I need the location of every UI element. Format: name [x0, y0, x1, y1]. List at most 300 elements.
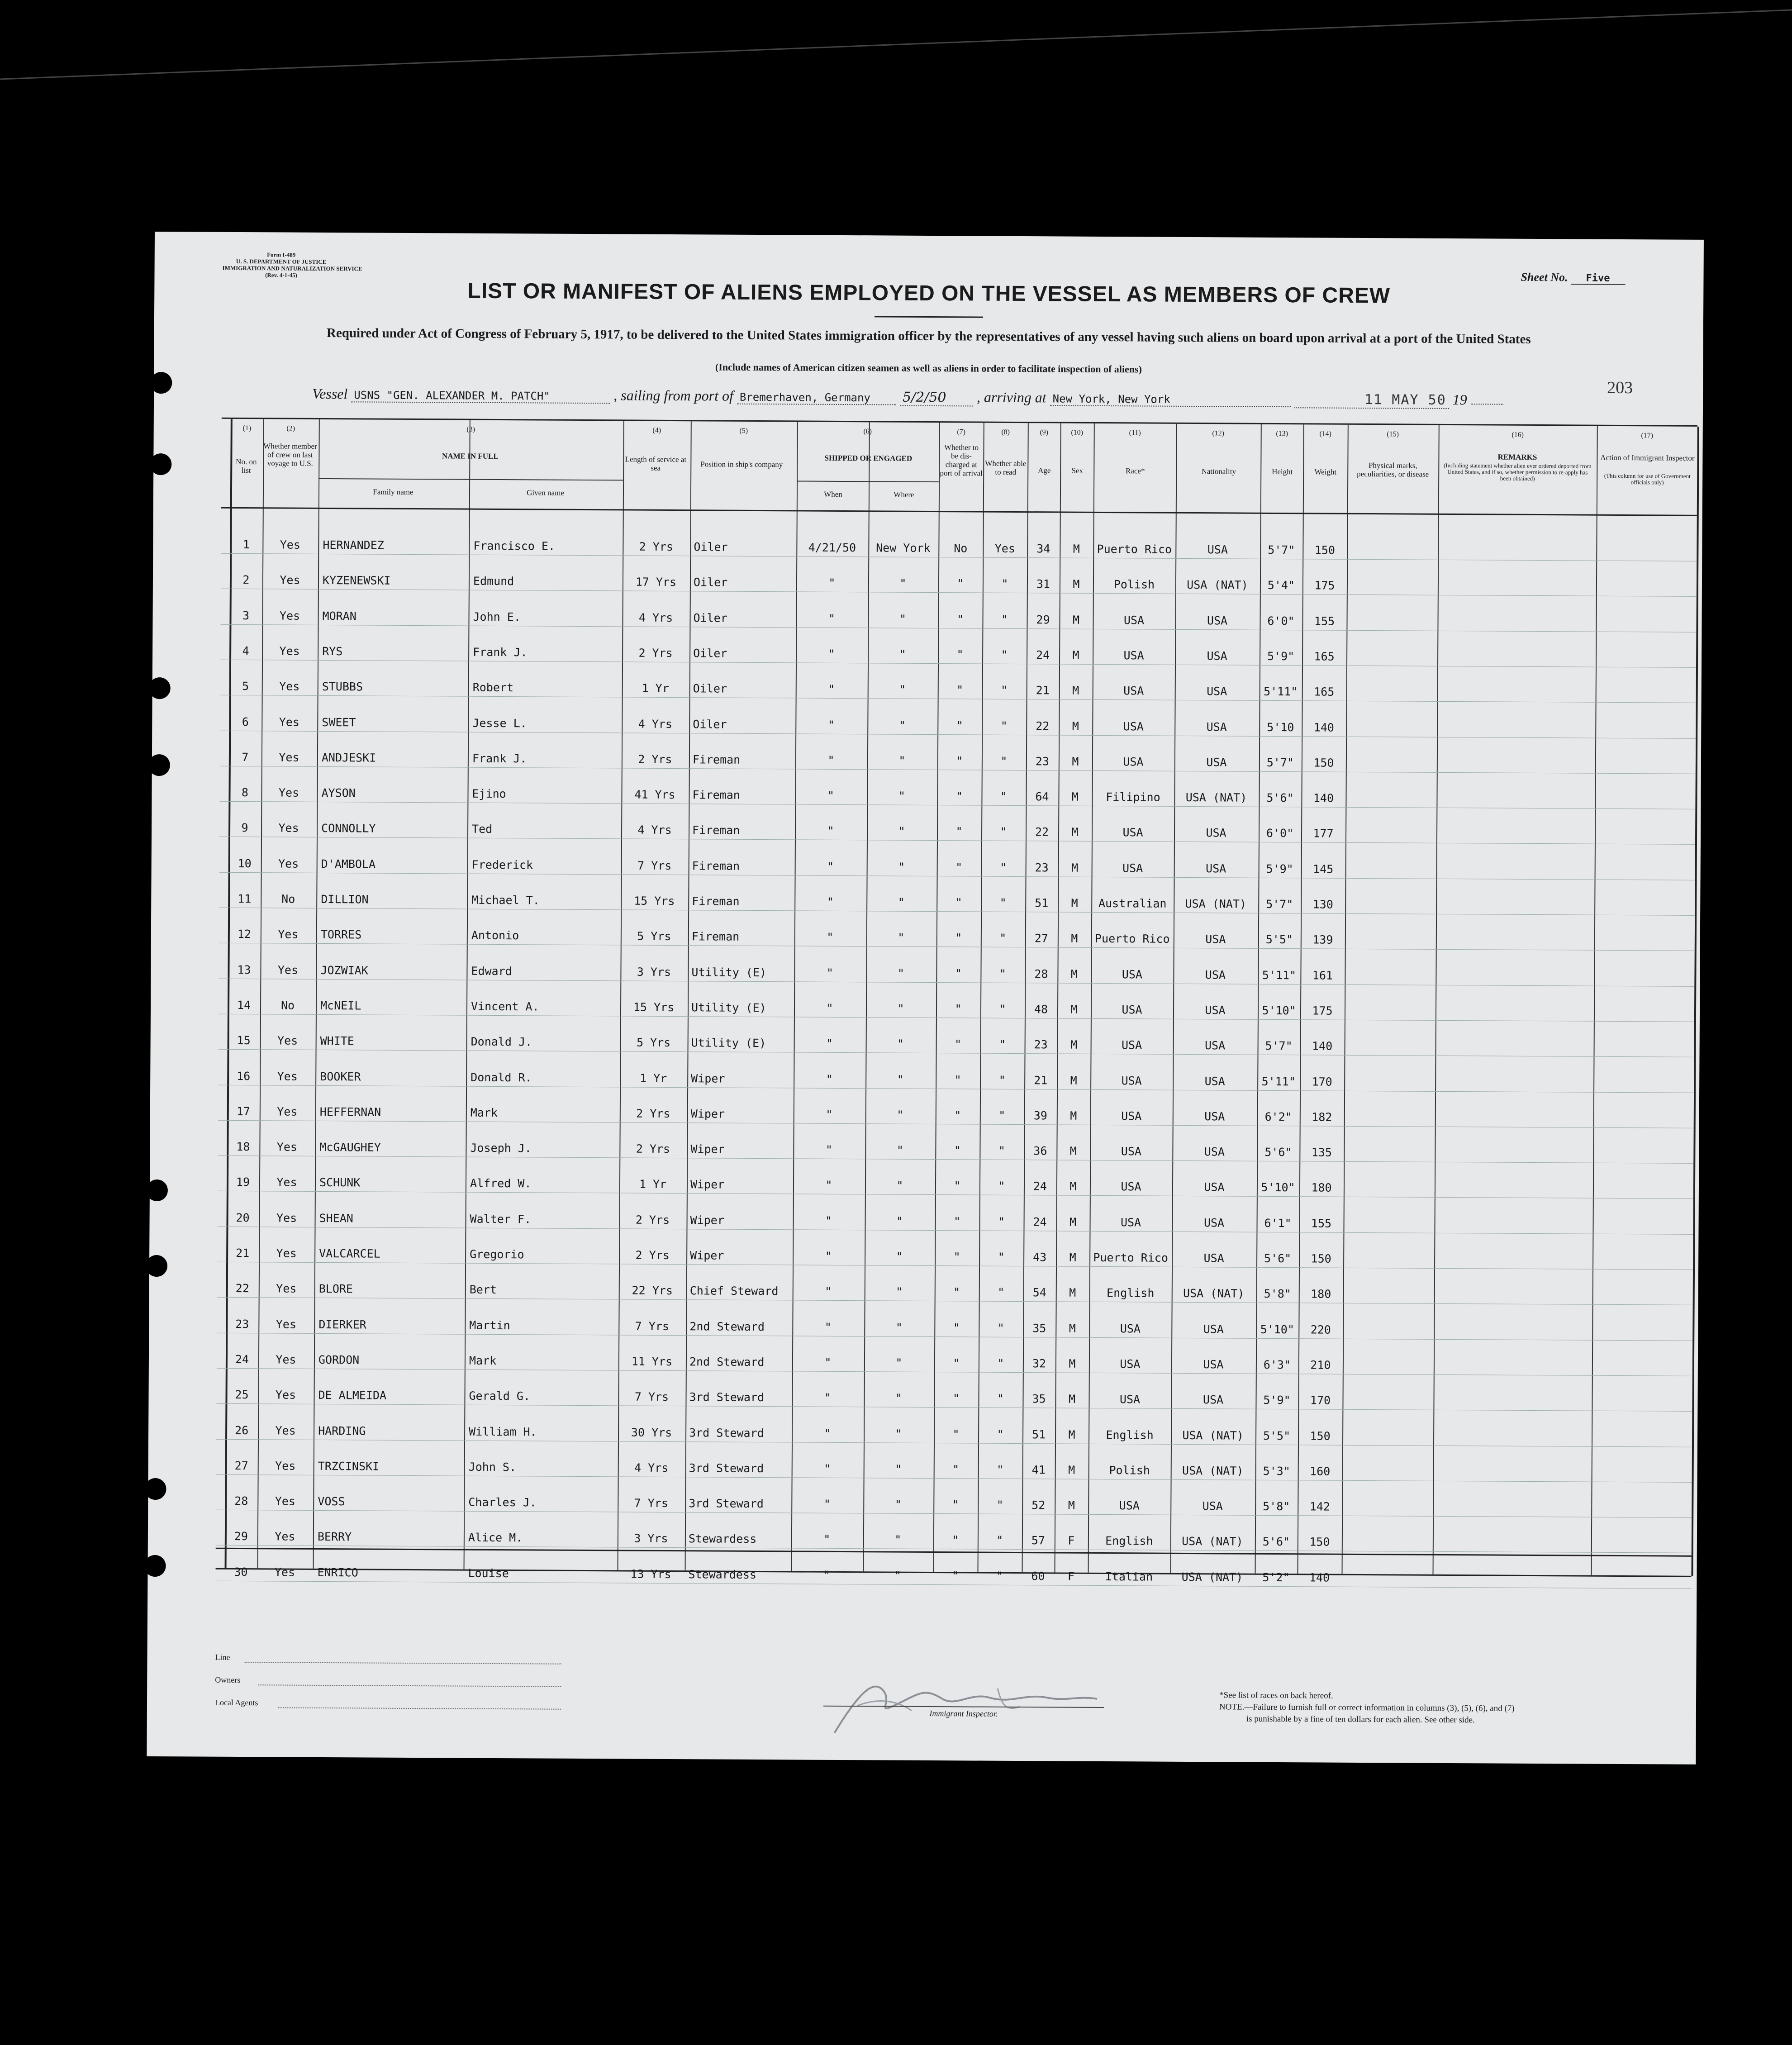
table-cell-able-to-read: ": [996, 1569, 1003, 1583]
header-family-name: Family name: [373, 487, 414, 497]
table-cell-race: USA: [1122, 1003, 1142, 1017]
table-cell-ship-position: 3rd Steward: [689, 1390, 765, 1404]
table-cell-shipped-where: ": [897, 1002, 904, 1015]
table-cell-shipped-when: ": [823, 1568, 831, 1582]
table-cell-crew-last-voyage: Yes: [278, 927, 299, 941]
table-cell-row-number: 9: [241, 821, 248, 835]
table-cell-length-of-service: 7 Yrs: [637, 859, 672, 872]
table-cell-shipped-where: ": [897, 966, 905, 980]
table-cell-shipped-where: ": [899, 576, 907, 590]
table-cell-height: 5'4": [1267, 579, 1295, 592]
header-age: Age: [1038, 466, 1051, 475]
table-cell-length-of-service: 3 Yrs: [634, 1531, 668, 1546]
table-cell-able-to-read: ": [998, 1108, 1006, 1122]
header-length-of-service: Length of service at sea: [625, 455, 687, 472]
table-cell-discharged-flag: ": [953, 1250, 960, 1264]
table-cell-weight: 182: [1312, 1110, 1332, 1124]
table-cell-family-name: SWEET: [322, 715, 356, 729]
table-cell-length-of-service: 5 Yrs: [637, 929, 671, 943]
table-cell-length-of-service: 2 Yrs: [639, 540, 674, 554]
header-race: Race*: [1125, 466, 1145, 476]
table-cell-discharged-flag: ": [955, 1002, 962, 1016]
table-cell-given-name: Edmund: [473, 574, 514, 588]
table-cell-row-number: 25: [235, 1388, 249, 1402]
table-cell-age: 57: [1031, 1534, 1046, 1547]
table-cell-height: 5'7": [1266, 897, 1293, 911]
header-crew-last-voyage: Whether member of crew on last voyage to U.S.: [263, 442, 317, 468]
table-cell-age: 31: [1036, 577, 1050, 591]
table-cell-crew-last-voyage: Yes: [275, 1459, 296, 1473]
table-cell-shipped-when: ": [827, 753, 835, 767]
header-where: Where: [894, 490, 914, 499]
table-cell-shipped-when: ": [826, 1001, 833, 1015]
table-cell-shipped-where: ": [897, 1073, 904, 1086]
table-cell-weight: 180: [1311, 1287, 1331, 1301]
table-cell-ship-position: Stewardess: [688, 1567, 757, 1581]
table-cell-weight: 139: [1312, 933, 1333, 946]
header-discharged: Whether to be dis-charged at port of arrival: [940, 443, 983, 478]
form-number: Form I-489: [267, 251, 296, 258]
column-number: (11): [1129, 429, 1141, 437]
table-cell-shipped-when: ": [825, 1285, 832, 1298]
table-cell-sex: M: [1069, 1357, 1076, 1370]
table-cell-age: 21: [1034, 1073, 1048, 1087]
table-cell-discharged-flag: ": [955, 789, 963, 803]
table-cell-family-name: ANDJESKI: [321, 751, 376, 765]
table-cell-able-to-read: ": [998, 1286, 1005, 1299]
table-cell-discharged-flag: ": [954, 1073, 961, 1086]
table-cell-weight: 142: [1309, 1500, 1330, 1513]
table-cell-shipped-where: ": [898, 754, 906, 767]
table-cell-weight: 170: [1310, 1393, 1331, 1407]
table-cell-nationality: USA: [1204, 1145, 1225, 1159]
table-cell-shipped-when: ": [826, 1072, 833, 1086]
table-cell-age: 24: [1033, 1179, 1047, 1193]
table-cell-sex: M: [1071, 932, 1078, 946]
table-cell-shipped-where: ": [898, 895, 905, 909]
table-cell-sex: M: [1068, 1392, 1076, 1406]
table-cell-row-number: 11: [238, 892, 252, 906]
sailing-port: Bremerhaven, Germany: [737, 391, 896, 405]
arriving-label: , arriving at: [976, 389, 1046, 406]
punch-hole: [146, 1179, 168, 1201]
table-cell-nationality: USA: [1205, 932, 1226, 946]
table-cell-nationality: USA (NAT): [1182, 1428, 1244, 1442]
table-cell-sex: M: [1069, 1286, 1076, 1299]
table-cell-crew-last-voyage: Yes: [275, 1388, 296, 1402]
table-cell-length-of-service: 2 Yrs: [638, 752, 672, 766]
table-cell-length-of-service: 11 Yrs: [631, 1355, 673, 1368]
table-cell-able-to-read: Yes: [994, 542, 1016, 555]
table-cell-ship-position: Wiper: [691, 1071, 725, 1085]
table-cell-height: 5'10: [1267, 720, 1294, 734]
table-cell-crew-last-voyage: Yes: [280, 573, 300, 587]
table-cell-family-name: SCHUNK: [319, 1176, 361, 1189]
table-cell-age: 48: [1034, 1003, 1048, 1016]
table-cell-age: 27: [1034, 932, 1048, 945]
table-cell-crew-last-voyage: Yes: [278, 857, 299, 870]
table-cell-family-name: VOSS: [318, 1495, 345, 1508]
table-cell-nationality: USA (NAT): [1185, 791, 1247, 804]
table-cell-given-name: Edward: [471, 964, 512, 978]
table-cell-weight: 160: [1310, 1465, 1331, 1478]
table-cell-crew-last-voyage: Yes: [275, 1494, 295, 1508]
table-cell-shipped-where: ": [894, 1533, 902, 1547]
table-cell-age: 35: [1032, 1392, 1046, 1406]
penalty-note: NOTE.—Failure to furnish full or correct information in columns (3), (5), (6), and (7): [1219, 1702, 1515, 1713]
table-cell-ship-position: Wiper: [690, 1249, 724, 1262]
table-cell-height: 5'11": [1262, 968, 1297, 982]
table-cell-shipped-where: ": [895, 1427, 902, 1441]
table-cell-height: 5'6": [1264, 1251, 1292, 1265]
table-cell-nationality: USA (NAT): [1187, 578, 1248, 592]
table-cell-shipped-when: ": [828, 647, 835, 661]
table-cell-shipped-where: ": [899, 683, 906, 696]
table-cell-ship-position: 3rd Steward: [689, 1461, 764, 1475]
header-when: When: [824, 490, 842, 499]
table-cell-crew-last-voyage: Yes: [276, 1175, 297, 1189]
table-cell-able-to-read: ": [998, 1215, 1005, 1228]
table-cell-row-number: 10: [238, 856, 252, 870]
table-cell-length-of-service: 15 Yrs: [633, 1000, 675, 1014]
table-cell-sex: M: [1070, 1109, 1077, 1122]
column-number: (5): [739, 427, 748, 435]
table-cell-crew-last-voyage: Yes: [279, 644, 300, 658]
table-cell-sex: M: [1073, 542, 1080, 556]
table-cell-crew-last-voyage: Yes: [278, 821, 299, 835]
table-cell-family-name: HERNANDEZ: [323, 538, 384, 552]
table-cell-race: USA: [1122, 861, 1143, 875]
table-cell-family-name: McGAUGHEY: [319, 1141, 381, 1154]
table-cell-length-of-service: 1 Yr: [640, 1071, 667, 1085]
table-cell-shipped-when: ": [828, 682, 835, 696]
table-cell-length-of-service: 22 Yrs: [632, 1284, 673, 1298]
table-cell-height: 6'2": [1264, 1110, 1292, 1123]
table-cell-discharged-flag: ": [956, 683, 964, 697]
table-cell-discharged-flag: ": [957, 577, 964, 590]
title-underline: [875, 316, 983, 318]
table-cell-race: USA: [1123, 719, 1144, 733]
table-cell-height: 5'6": [1266, 791, 1294, 805]
table-cell-ship-position: 3rd Steward: [689, 1426, 764, 1440]
table-cell-ship-position: Oiler: [693, 575, 728, 589]
table-cell-row-number: 19: [236, 1175, 250, 1189]
table-cell-row-number: 20: [236, 1211, 250, 1224]
table-cell-nationality: USA: [1203, 1322, 1224, 1336]
table-cell-age: 51: [1031, 1427, 1046, 1441]
table-cell-row-number: 26: [234, 1423, 249, 1437]
table-cell-sex: M: [1072, 648, 1079, 662]
table-cell-crew-last-voyage: Yes: [274, 1565, 295, 1579]
table-cell-race: USA: [1120, 1322, 1141, 1336]
table-cell-race: Puerto Rico: [1094, 932, 1170, 946]
table-cell-ship-position: Fireman: [692, 894, 740, 908]
punch-hole: [144, 1555, 166, 1577]
table-cell-nationality: USA: [1202, 1499, 1223, 1513]
local-agents-blank: [278, 1707, 561, 1709]
table-cell-given-name: Mark: [469, 1354, 497, 1367]
table-cell-shipped-where: ": [896, 1250, 903, 1263]
table-cell-able-to-read: ": [996, 1534, 1003, 1547]
table-cell-shipped-when: ": [823, 1533, 831, 1546]
table-cell-crew-last-voyage: Yes: [276, 1317, 297, 1331]
table-cell-race: Polish: [1109, 1463, 1150, 1477]
column-number: (9): [1040, 428, 1049, 437]
table-cell-race: USA: [1123, 684, 1144, 698]
table-cell-shipped-when: 4/21/50: [808, 541, 856, 555]
table-cell-ship-position: Oiler: [693, 647, 727, 660]
table-cell-family-name: BERRY: [317, 1530, 352, 1544]
table-cell-shipped-where: New York: [876, 541, 931, 555]
table-cell-able-to-read: ": [999, 932, 1007, 945]
table-cell-height: 5'9": [1267, 649, 1295, 663]
table-cell-row-number: 28: [234, 1494, 248, 1508]
table-cell-age: 24: [1033, 1215, 1047, 1229]
table-cell-age: 28: [1034, 967, 1048, 980]
table-cell-weight: 150: [1313, 756, 1334, 770]
table-cell-given-name: Gregorio: [470, 1247, 524, 1261]
table-cell-family-name: WHITE: [320, 1034, 354, 1048]
table-cell-given-name: Alfred W.: [470, 1177, 532, 1190]
table-cell-race: USA: [1119, 1499, 1140, 1512]
table-cell-race: USA: [1121, 1145, 1142, 1158]
table-cell-nationality: USA: [1205, 968, 1226, 982]
table-cell-shipped-when: ": [825, 1179, 832, 1192]
table-cell-length-of-service: 13 Yrs: [630, 1567, 671, 1581]
table-cell-shipped-when: ": [824, 1391, 832, 1405]
table-cell-height: 5'7": [1266, 756, 1294, 769]
department-name: U. S. DEPARTMENT OF JUSTICE: [236, 257, 327, 265]
punch-hole: [150, 372, 172, 394]
table-cell-race: USA: [1122, 967, 1143, 981]
revision-date: (Rev. 4-1-45): [265, 271, 297, 279]
table-cell-weight: 220: [1310, 1323, 1331, 1336]
table-cell-row-number: 2: [242, 573, 250, 587]
table-cell-length-of-service: 2 Yrs: [638, 646, 673, 660]
table-cell-able-to-read: ": [1000, 719, 1008, 732]
table-cell-weight: 165: [1314, 685, 1335, 699]
table-cell-crew-last-voyage: Yes: [277, 1105, 298, 1118]
table-cell-shipped-when: ": [827, 860, 834, 873]
punch-hole: [146, 1255, 167, 1277]
table-cell-shipped-when: ": [828, 612, 836, 625]
column-number: (2): [286, 424, 295, 433]
table-cell-discharged-flag: ": [952, 1392, 960, 1405]
column-number: (15): [1387, 430, 1399, 438]
table-cell-crew-last-voyage: Yes: [275, 1530, 295, 1544]
table-cell-race: USA: [1121, 1109, 1142, 1123]
table-cell-row-number: 22: [235, 1282, 249, 1295]
table-cell-nationality: USA: [1206, 720, 1227, 733]
table-cell-height: 5'8": [1264, 1287, 1291, 1301]
table-cell-race: Australian: [1098, 896, 1167, 910]
header-weight: Weight: [1314, 467, 1337, 476]
table-cell-able-to-read: ": [999, 1037, 1006, 1051]
table-cell-crew-last-voyage: Yes: [277, 963, 299, 977]
table-cell-discharged-flag: ": [956, 718, 963, 732]
table-cell-shipped-where: ": [895, 1462, 902, 1476]
table-cell-height: 5'10": [1262, 1003, 1296, 1018]
table-cell-shipped-where: ": [898, 860, 905, 874]
table-cell-height: 5'11": [1261, 1075, 1296, 1088]
table-cell-length-of-service: 4 Yrs: [637, 823, 672, 837]
header-list-number: No. on list: [236, 457, 257, 475]
table-cell-given-name: Vincent A.: [471, 999, 539, 1013]
table-cell-family-name: TORRES: [320, 928, 362, 942]
sheet-number: [1521, 271, 1625, 285]
table-cell-age: 64: [1035, 790, 1049, 804]
table-cell-race: USA: [1123, 755, 1144, 769]
table-cell-weight: 140: [1313, 720, 1334, 734]
table-cell-age: 21: [1036, 684, 1050, 697]
table-cell-weight: 140: [1313, 791, 1334, 805]
table-cell-family-name: SHEAN: [319, 1211, 353, 1225]
arrival-port: New York, New York: [1050, 392, 1291, 407]
table-cell-age: 23: [1035, 755, 1050, 768]
table-cell-shipped-where: ": [894, 1498, 902, 1511]
table-cell-shipped-when: ": [824, 1427, 831, 1440]
table-cell-age: 52: [1031, 1498, 1046, 1512]
table-cell-nationality: USA (NAT): [1182, 1535, 1243, 1549]
table-cell-length-of-service: 15 Yrs: [634, 894, 675, 908]
table-cell-able-to-read: ": [1000, 789, 1008, 803]
table-cell-able-to-read: ": [1001, 648, 1008, 661]
table-cell-crew-last-voyage: Yes: [275, 1423, 296, 1437]
owners-blank: [258, 1684, 561, 1687]
punch-hole: [148, 754, 170, 776]
table-cell-sex: M: [1070, 1003, 1078, 1016]
table-cell-family-name: BLORE: [318, 1282, 353, 1296]
table-cell-weight: 155: [1311, 1217, 1332, 1230]
table-cell-discharged-flag: ": [953, 1356, 960, 1370]
year-label: 19: [1452, 391, 1467, 408]
table-cell-race: USA: [1123, 613, 1145, 627]
table-cell-ship-position: Oiler: [694, 540, 728, 554]
table-cell-family-name: D'AMBOLA: [321, 857, 376, 871]
table-cell-shipped-when: ": [827, 789, 835, 802]
table-cell-nationality: USA: [1203, 1393, 1224, 1407]
table-cell-height: 5'7": [1265, 1039, 1293, 1053]
table-cell-shipped-where: ": [897, 1037, 904, 1051]
table-cell-ship-position: Utility (E): [691, 1036, 766, 1050]
table-cell-able-to-read: ": [997, 1392, 1004, 1406]
table-cell-weight: 155: [1314, 614, 1335, 628]
table-cell-weight: 150: [1311, 1252, 1331, 1265]
requirement-statement: Required under Act of Congress of February 5, 1917, to be delivered to the United States immigration officer by the representatives of any vessel having such aliens on board upon arrival at a port of the United States: [326, 325, 1531, 347]
table-cell-age: 23: [1034, 1038, 1048, 1051]
table-cell-age: 60: [1031, 1569, 1045, 1583]
table-cell-able-to-read: ": [998, 1179, 1005, 1193]
table-cell-given-name: Jesse L.: [472, 716, 527, 730]
table-cell-shipped-when: ": [825, 1214, 832, 1227]
table-cell-height: 6'1": [1264, 1216, 1292, 1230]
table-cell-given-name: Gerald G.: [469, 1389, 531, 1403]
punch-hole: [150, 453, 171, 475]
table-cell-race: USA: [1121, 1038, 1142, 1052]
table-cell-age: 22: [1036, 719, 1050, 732]
table-cell-row-number: 27: [234, 1459, 248, 1472]
table-cell-row-number: 21: [236, 1246, 250, 1260]
page-number: 203: [1607, 378, 1633, 398]
table-cell-able-to-read: ": [1000, 825, 1007, 839]
table-cell-shipped-when: ": [827, 824, 834, 838]
table-cell-discharged-flag: ": [955, 966, 962, 980]
table-cell-shipped-when: ": [823, 1497, 831, 1511]
table-cell-family-name: RYS: [322, 644, 343, 658]
table-cell-row-number: 7: [242, 750, 249, 764]
table-cell-ship-position: Wiper: [690, 1107, 725, 1121]
table-cell-height: 5'2": [1262, 1570, 1290, 1584]
table-cell-row-number: 4: [242, 644, 249, 657]
table-cell-weight: 140: [1312, 1039, 1333, 1053]
table-cell-given-name: Ejino: [472, 787, 506, 801]
table-cell-crew-last-voyage: Yes: [277, 1069, 298, 1083]
table-cell-family-name: BOOKER: [320, 1070, 361, 1083]
table-cell-able-to-read: ": [1001, 577, 1008, 591]
table-cell-age: 32: [1032, 1357, 1046, 1370]
races-footnote: *See list of races on back hereof.: [1219, 1690, 1333, 1701]
table-cell-ship-position: Fireman: [691, 930, 740, 944]
header-inspector-action: Action of Immigrant Inspector: [1600, 453, 1695, 462]
sheet-label: Sheet No.: [1521, 270, 1568, 284]
table-cell-discharged-flag: ": [953, 1214, 961, 1228]
table-cell-family-name: DIERKER: [318, 1317, 366, 1332]
table-cell-shipped-where: ": [897, 1108, 904, 1122]
table-cell-crew-last-voyage: Yes: [276, 1246, 297, 1260]
table-cell-sex: M: [1068, 1498, 1075, 1512]
table-cell-length-of-service: 1 Yr: [642, 681, 669, 695]
column-number: (16): [1512, 431, 1524, 439]
table-cell-weight: 150: [1310, 1429, 1331, 1443]
table-cell-row-number: 23: [235, 1317, 249, 1331]
table-cell-discharged-flag: No: [954, 542, 968, 555]
vessel-label: Vessel: [312, 385, 348, 402]
header-physical-marks: Physical marks, peculiarities, or disease: [1357, 461, 1429, 479]
table-cell-row-number: 14: [237, 998, 251, 1012]
table-cell-discharged-flag: ": [956, 754, 963, 768]
table-cell-row-number: 12: [237, 927, 251, 941]
table-cell-ship-position: 2nd Steward: [689, 1355, 765, 1369]
table-cell-nationality: USA: [1203, 1358, 1224, 1371]
table-cell-able-to-read: ": [998, 1144, 1005, 1157]
owners-label: Owners: [215, 1675, 241, 1685]
table-cell-given-name: Louise: [468, 1566, 509, 1580]
table-cell-weight: 135: [1311, 1146, 1332, 1159]
table-cell-given-name: Joseph J.: [470, 1141, 532, 1155]
table-cell-length-of-service: 1 Yr: [639, 1178, 667, 1191]
table-cell-height: 5'9": [1266, 862, 1293, 875]
table-cell-weight: 130: [1312, 898, 1333, 911]
punch-hole: [149, 677, 171, 699]
table-cell-shipped-when: ": [825, 1249, 832, 1263]
table-cell-nationality: USA: [1206, 826, 1226, 840]
header-remarks: REMARKS: [1497, 452, 1537, 462]
header-able-to-read: Whether able to read: [985, 459, 1027, 476]
table-cell-given-name: Donald J.: [471, 1035, 532, 1049]
table-cell-sex: M: [1070, 1038, 1078, 1051]
table-cell-crew-last-voyage: Yes: [276, 1282, 297, 1295]
table-cell-sex: M: [1072, 719, 1079, 733]
table-cell-given-name: Frederick: [471, 858, 533, 872]
table-cell-height: 6'0": [1267, 614, 1295, 628]
table-cell-given-name: John E.: [473, 610, 521, 623]
table-cell-given-name: Mark: [470, 1106, 498, 1119]
table-cell-race: Italian: [1105, 1569, 1153, 1584]
local-agents-label: Local Agents: [214, 1698, 258, 1707]
table-cell-shipped-when: ": [827, 895, 834, 908]
table-cell-length-of-service: 4 Yrs: [634, 1461, 669, 1474]
table-cell-row-number: 16: [237, 1069, 251, 1083]
